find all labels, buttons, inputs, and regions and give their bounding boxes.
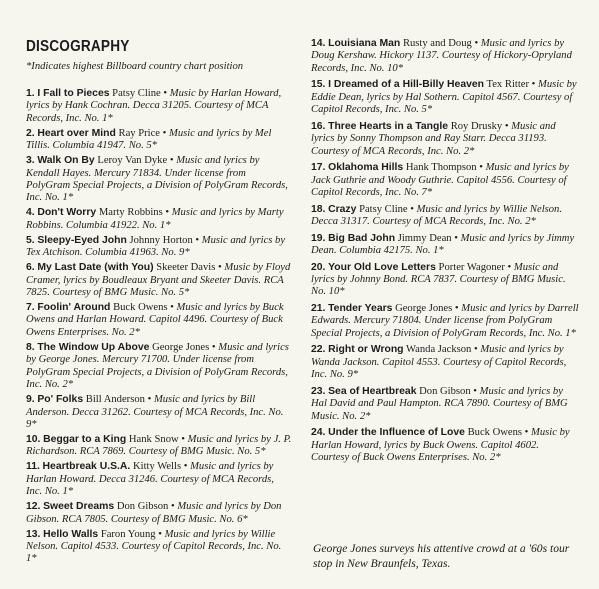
track-number: 9. (26, 394, 35, 406)
track-title: Walk On By (37, 155, 95, 167)
track-entry: 8. The Window Up Above George Jones • Music and lyrics by George Jones. Mercury 71700. Under license from PolyGram Special Projects, a Division of PolyGram Records, Inc. No. 2* (26, 341, 289, 391)
track-title: My Last Date (with You) (37, 262, 154, 274)
track-number: 22. (311, 344, 326, 356)
track-artist: Bill Anderson (85, 394, 145, 406)
track-title: Sea of Heartbreak (328, 385, 417, 397)
track-number: 18. (311, 203, 326, 215)
track-entry: 5. Sleepy-Eyed John Johnny Horton • Music and lyrics by Tex Atchison. Columbia 41963. No. 9* (26, 234, 286, 259)
track-title: Beggar to a King (43, 433, 127, 445)
track-title: Don't Worry (37, 207, 97, 219)
track-details: Music and lyrics by Buck Owens and Harlan Howard. Capitol 4496. Courtesy of Buck Owens Enterprises. No. 2* (26, 302, 284, 338)
track-entry: 1. I Fall to Pieces Patsy Cline • Music by Harlan Howard, lyrics by Hank Cochran. Decca 31205. Courtesy of MCA Records, Inc. No. 1* (26, 88, 282, 124)
track-title: Big Bad John (328, 232, 396, 244)
track-details: Music and lyrics by Johnny Bond. RCA 7837. Courtesy of BMG Music. No. 10* (311, 261, 566, 298)
track-details: Music and lyrics by Hal David and Paul Hampton. RCA 7890. Courtesy of BMG Music. No. 2* (311, 385, 568, 422)
track-entry: 16. Three Hearts in a Tangle Roy Drusky • Music and lyrics by Sonny Thompson and Ray Starr. Decca 31193. Courtesy of MCA Records, Inc. No. 2* (311, 120, 556, 157)
track-entry: 6. My Last Date (with You) Skeeter Davis • Music by Floyd Cramer, lyrics by Boudleaux Bryant and Skeeter Davis. RCA 7825. Courtesy of BMG Music. No. 5* (26, 262, 291, 299)
track-entry: 13. Hello Walls Faron Young • Music and lyrics by Willie Nelson. Capitol 4533. Courtesy of Capitol Records, Inc. No. 1* (26, 528, 282, 565)
track-artist: Patsy Cline (112, 88, 161, 99)
track-artist: Buck Owens (113, 302, 168, 314)
track-number: 10. (26, 433, 41, 445)
track-title: Heart over Mind (37, 127, 116, 139)
track-details: Music and lyrics by Willie Nelson. Capitol 4533. Courtesy of Capitol Records, Inc. No. 1* (26, 528, 282, 565)
track-list-right (311, 38, 579, 464)
track-artist: Faron Young (100, 528, 156, 540)
track-entry: 18. Crazy Patsy Cline • Music and lyrics by Willie Nelson. Decca 31317. Courtesy of MCA Records, Inc. No. 2* (311, 203, 563, 228)
track-artist: Patsy Cline (359, 203, 408, 215)
track-number: 3. (26, 155, 35, 167)
track-title: Po' Folks (37, 394, 84, 406)
track-details: Music and lyrics by Jack Guthrie and Woody Guthrie. Capitol 4556. Courtesy of Capitol Records, Inc. No. 7* (311, 162, 569, 199)
track-number: 20. (311, 261, 326, 273)
track-title: Oklahoma Hills (328, 162, 404, 174)
track-artist: Johnny Horton (129, 234, 193, 246)
track-title: I Dreamed of a Hill-Billy Heaven (328, 79, 485, 91)
track-title: The Window Up Above (37, 341, 150, 353)
track-entry: 10. Beggar to a King Hank Snow • Music and lyrics by J. P. Richardson. RCA 7869. Courtesy of BMG Music. No. 5* (26, 433, 292, 458)
track-title: Right or Wrong (328, 344, 404, 356)
track-details: Music and lyrics by Kendall Hayes. Mercury 71834. Under license from PolyGram Special Projects, a Division of PolyGram Records, Inc. No. 1* (26, 155, 288, 204)
track-title: Crazy (328, 203, 357, 215)
track-entry: 9. Po' Folks Bill Anderson • Music and lyrics by Bill Anderson. Decca 31262. Courtesy of MCA Records, Inc. No. 9* (26, 394, 284, 430)
track-details: Music and lyrics by Don Gibson. RCA 7805. Courtesy of BMG Music. No. 6* (26, 501, 282, 525)
track-artist: Wanda Jackson (406, 344, 472, 356)
track-details: Music and lyrics by Wanda Jackson. Capitol 4553. Courtesy of Capitol Records, Inc. No. 9* (311, 344, 567, 381)
track-title: Under the Influence of Love (328, 427, 465, 439)
track-entry: 4. Don't Worry Marty Robbins • Music and lyrics by Marty Robbins. Columbia 41922. No. 1* (26, 207, 284, 231)
track-details: Music by Floyd Cramer, lyrics by Boudleaux Bryant and Skeeter Davis. RCA 7825. Courtesy of BMG Music. No. 5* (26, 262, 291, 299)
track-artist: Hank Thompson (405, 162, 477, 174)
track-number: 4. (26, 207, 35, 219)
track-artist: Rusty and Doug (402, 38, 472, 49)
track-artist: Don Gibson (116, 501, 169, 513)
track-number: 17. (311, 162, 326, 174)
track-number: 16. (311, 120, 326, 132)
track-title: Heartbreak U.S.A. (42, 461, 131, 473)
track-number: 15. (311, 79, 326, 91)
track-title: Your Old Love Letters (328, 261, 436, 273)
track-artist: Porter Wagoner (438, 261, 505, 273)
chart-position-note: *Indicates highest Billboard country chart position (26, 61, 244, 72)
track-number: 19. (311, 232, 326, 244)
track-details: Music and lyrics by Marty Robbins. Columbia 41922. No. 1* (26, 207, 284, 231)
track-entry: 17. Oklahoma Hills Hank Thompson • Music and lyrics by Jack Guthrie and Woody Guthrie. Capitol 4556. Courtesy of Capitol Records, Inc. No. 7* (311, 162, 569, 199)
track-entry: 14. Louisiana Man Rusty and Doug • Music and lyrics by Doug Kershaw. Hickory 1137. Courtesy of Hickory-Opryland Records, Inc. No. 10* (311, 38, 572, 74)
track-artist: Hank Snow (128, 433, 179, 445)
track-details: Music and lyrics by Bill Anderson. Decca 31262. Courtesy of MCA Records, Inc. No. 9* (26, 394, 284, 430)
track-details: Music and lyrics by Darrell Edwards. Mercury 71804. Under license from PolyGram Special Projects, a Division of PolyGram Records, Inc. No. 1* (311, 303, 579, 339)
track-title: I Fall to Pieces (37, 88, 110, 99)
track-artist: Jimmy Dean (397, 232, 452, 244)
track-details: Music and lyrics by Harlan Howard. Decca 31246. Courtesy of MCA Records, Inc. No. 1* (26, 461, 274, 498)
track-number: 6. (26, 262, 35, 274)
track-number: 12. (26, 501, 41, 513)
track-details: Music and lyrics by Mel Tillis. Columbia 41947. No. 5* (26, 127, 272, 152)
photo-caption: George Jones surveys his attentive crowd at a '60s tour stop in New Braunfels, Texas. (313, 542, 570, 570)
track-details: Music and lyrics by George Jones. Mercury 71700. Under license from PolyGram Special Projects, a Division of PolyGram Records, Inc. No. 2* (26, 341, 289, 391)
track-details: Music by Eddie Dean, lyrics by Hal Sothern. Capitol 4567. Courtesy of Capitol Records, Inc. No. 5* (311, 79, 577, 116)
track-artist: Buck Owens (467, 427, 523, 439)
track-artist: Skeeter Davis (156, 262, 216, 274)
track-entry: 24. Under the Influence of Love Buck Owens • Music by Harlan Howard, lyrics by Buck Owens. Capitol 4602. Courtesy of Buck Owens Enterprises. No. 2* (311, 427, 570, 464)
discography-right-column (311, 38, 579, 469)
track-entry: 3. Walk On By Leroy Van Dyke • Music and lyrics by Kendall Hayes. Mercury 71834. Under license from PolyGram Special Projects, a Division of PolyGram Records, Inc. No. 1* (26, 155, 288, 204)
track-title: Louisiana Man (328, 38, 401, 49)
track-artist: Marty Robbins (98, 207, 163, 219)
track-artist: Roy Drusky (450, 120, 503, 132)
track-artist: George Jones (395, 303, 453, 315)
track-number: 2. (26, 127, 35, 139)
track-details: Music and lyrics by Willie Nelson. Decca 31317. Courtesy of MCA Records, Inc. No. 2* (311, 203, 563, 228)
track-entry: 15. I Dreamed of a Hill-Billy Heaven Tex Ritter • Music by Eddie Dean, lyrics by Hal Sothern. Capitol 4567. Courtesy of Capitol Records, Inc. No. 5* (311, 79, 577, 116)
track-number: 5. (26, 234, 35, 246)
track-number: 24. (311, 427, 326, 439)
track-entry: 2. Heart over Mind Ray Price • Music and lyrics by Mel Tillis. Columbia 41947. No. 5* (26, 127, 272, 152)
track-number: 13. (26, 528, 41, 540)
track-entry: 22. Right or Wrong Wanda Jackson • Music and lyrics by Wanda Jackson. Capitol 4553. Courtesy of Capitol Records, Inc. No. 9* (311, 344, 567, 381)
track-title: Three Hearts in a Tangle (328, 120, 449, 132)
track-number: 8. (26, 341, 35, 353)
track-number: 11. (26, 461, 40, 473)
track-artist: Don Gibson (419, 385, 471, 397)
track-title: Sleepy-Eyed John (37, 234, 127, 246)
track-number: 1. (26, 88, 35, 99)
track-number: 21. (311, 303, 326, 315)
track-details: Music and lyrics by Tex Atchison. Columbia 41963. No. 9* (26, 234, 286, 259)
track-entry: 11. Heartbreak U.S.A. Kitty Wells • Music and lyrics by Harlan Howard. Decca 31246. Courtesy of MCA Records, Inc. No. 1* (26, 461, 274, 498)
track-artist: Tex Ritter (486, 79, 530, 91)
discography-left-column (26, 38, 292, 568)
track-title: Hello Walls (43, 528, 99, 540)
track-entry: 7. Foolin' Around Buck Owens • Music and lyrics by Buck Owens and Harlan Howard. Capitol 4496. Courtesy of Buck Owens Enterprises. No. 2* (26, 302, 284, 338)
track-artist: Leroy Van Dyke (97, 155, 168, 167)
track-entry: 20. Your Old Love Letters Porter Wagoner • Music and lyrics by Johnny Bond. RCA 7837. Courtesy of BMG Music. No. 10* (311, 261, 566, 298)
track-details: Music by Harlan Howard, lyrics by Buck Owens. Capitol 4602. Courtesy of Buck Owens Enterprises. No. 2* (311, 427, 570, 464)
track-list-left (26, 88, 292, 566)
track-title: Tender Years (328, 303, 393, 315)
track-title: Foolin' Around (37, 302, 111, 314)
track-details: Music and lyrics by J. P. Richardson. RCA 7869. Courtesy of BMG Music. No. 5* (26, 433, 292, 458)
track-entry: 23. Sea of Heartbreak Don Gibson • Music and lyrics by Hal David and Paul Hampton. RCA 7890. Courtesy of BMG Music. No. 2* (311, 385, 568, 422)
track-details: Music and lyrics by Jimmy Dean. Columbia 42175. No. 1* (311, 232, 575, 257)
track-artist: George Jones (152, 341, 210, 353)
track-number: 14. (311, 38, 326, 49)
track-details: Music by Harlan Howard, lyrics by Hank Cochran. Decca 31205. Courtesy of MCA Records, Inc. No. 1* (26, 88, 282, 124)
track-details: Music and lyrics by Sonny Thompson and Ray Starr. Decca 31193. Courtesy of MCA Records, Inc. No. 2* (311, 120, 556, 157)
track-entry: 12. Sweet Dreams Don Gibson • Music and lyrics by Don Gibson. RCA 7805. Courtesy of BMG Music. No. 6* (26, 501, 282, 525)
track-artist: Ray Price (118, 127, 160, 139)
track-number: 23. (311, 385, 326, 397)
discography-heading: DISCOGRAPHY (26, 38, 130, 55)
track-title: Sweet Dreams (43, 501, 115, 513)
track-entry: 19. Big Bad John Jimmy Dean • Music and lyrics by Jimmy Dean. Columbia 42175. No. 1* (311, 232, 575, 257)
track-artist: Kitty Wells (132, 461, 182, 473)
track-details: Music and lyrics by Doug Kershaw. Hickory 1137. Courtesy of Hickory-Opryland Records, Inc. No. 10* (311, 38, 572, 74)
track-entry: 21. Tender Years George Jones • Music and lyrics by Darrell Edwards. Mercury 71804. Under license from PolyGram Special Projects, a Division of PolyGram Records, Inc. No. 1* (311, 303, 579, 339)
track-number: 7. (26, 302, 35, 314)
